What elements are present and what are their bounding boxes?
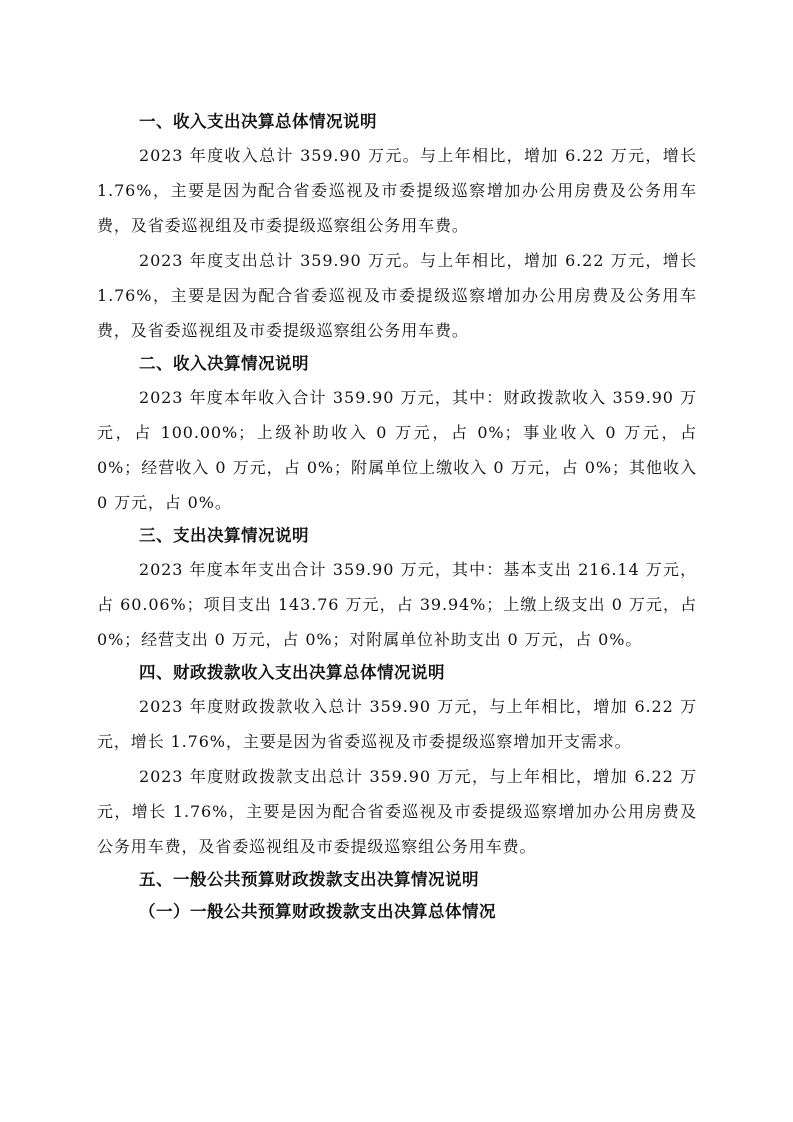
paragraph-expense-detail: 2023 年度本年支出合计 359.90 万元，其中：基本支出 216.14 万元，占 60.06%；项目支出 143.76 万元，占 39.94%；上缴上级支出 0 万元，占 0%；经营支出 0 万元，占 0%；对附属单位补助支出 0 万元，占 0%。 bbox=[97, 560, 697, 649]
section-heading-5: 五、一般公共预算财政拨款支出决算情况说明 bbox=[139, 870, 479, 889]
document-page bbox=[97, 106, 697, 928]
paragraph-expense-total: 2023 年度支出总计 359.90 万元。与上年相比，增加 6.22 万元，增长 1.76%，主要是因为配合省委巡视及市委提级巡察增加办公用房费及公务用车费，及省委巡视组及市委提级巡察组公务用车费。 bbox=[97, 251, 697, 340]
section-heading-1: 一、收入支出决算总体情况说明 bbox=[139, 112, 377, 131]
paragraph-fiscal-expense: 2023 年度财政拨款支出总计 359.90 万元，与上年相比，增加 6.22 万元，增长 1.76%，主要是因为配合省委巡视及市委提级巡察增加办公用房费及公务用车费，及省委巡视组及市委提级巡察组公务用车费。 bbox=[97, 767, 697, 856]
section-heading-3: 三、支出决算情况说明 bbox=[139, 526, 309, 545]
paragraph-income-detail: 2023 年度本年收入合计 359.90 万元，其中：财政拨款收入 359.90 万元，占 100.00%；上级补助收入 0 万元，占 0%；事业收入 0 万元，占 0%；经营收入 0 万元，占 0%；附属单位上缴收入 0 万元，占 0%；其他收入 0 万元，占 0%。 bbox=[97, 388, 697, 512]
subsection-heading-5-1: （一）一般公共预算财政拨款支出决算总体情况 bbox=[139, 902, 496, 921]
section-heading-4: 四、财政拨款收入支出决算总体情况说明 bbox=[139, 663, 445, 682]
paragraph-fiscal-income: 2023 年度财政拨款收入总计 359.90 万元，与上年相比，增加 6.22 万元，增长 1.76%，主要是因为省委巡视及市委提级巡察增加开支需求。 bbox=[97, 697, 697, 751]
section-heading-2: 二、收入决算情况说明 bbox=[139, 354, 309, 373]
paragraph-income-total: 2023 年度收入总计 359.90 万元。与上年相比，增加 6.22 万元，增长 1.76%，主要是因为配合省委巡视及市委提级巡察增加办公用房费及公务用车费，及省委巡视组及市委提级巡察组公务用车费。 bbox=[97, 146, 697, 235]
